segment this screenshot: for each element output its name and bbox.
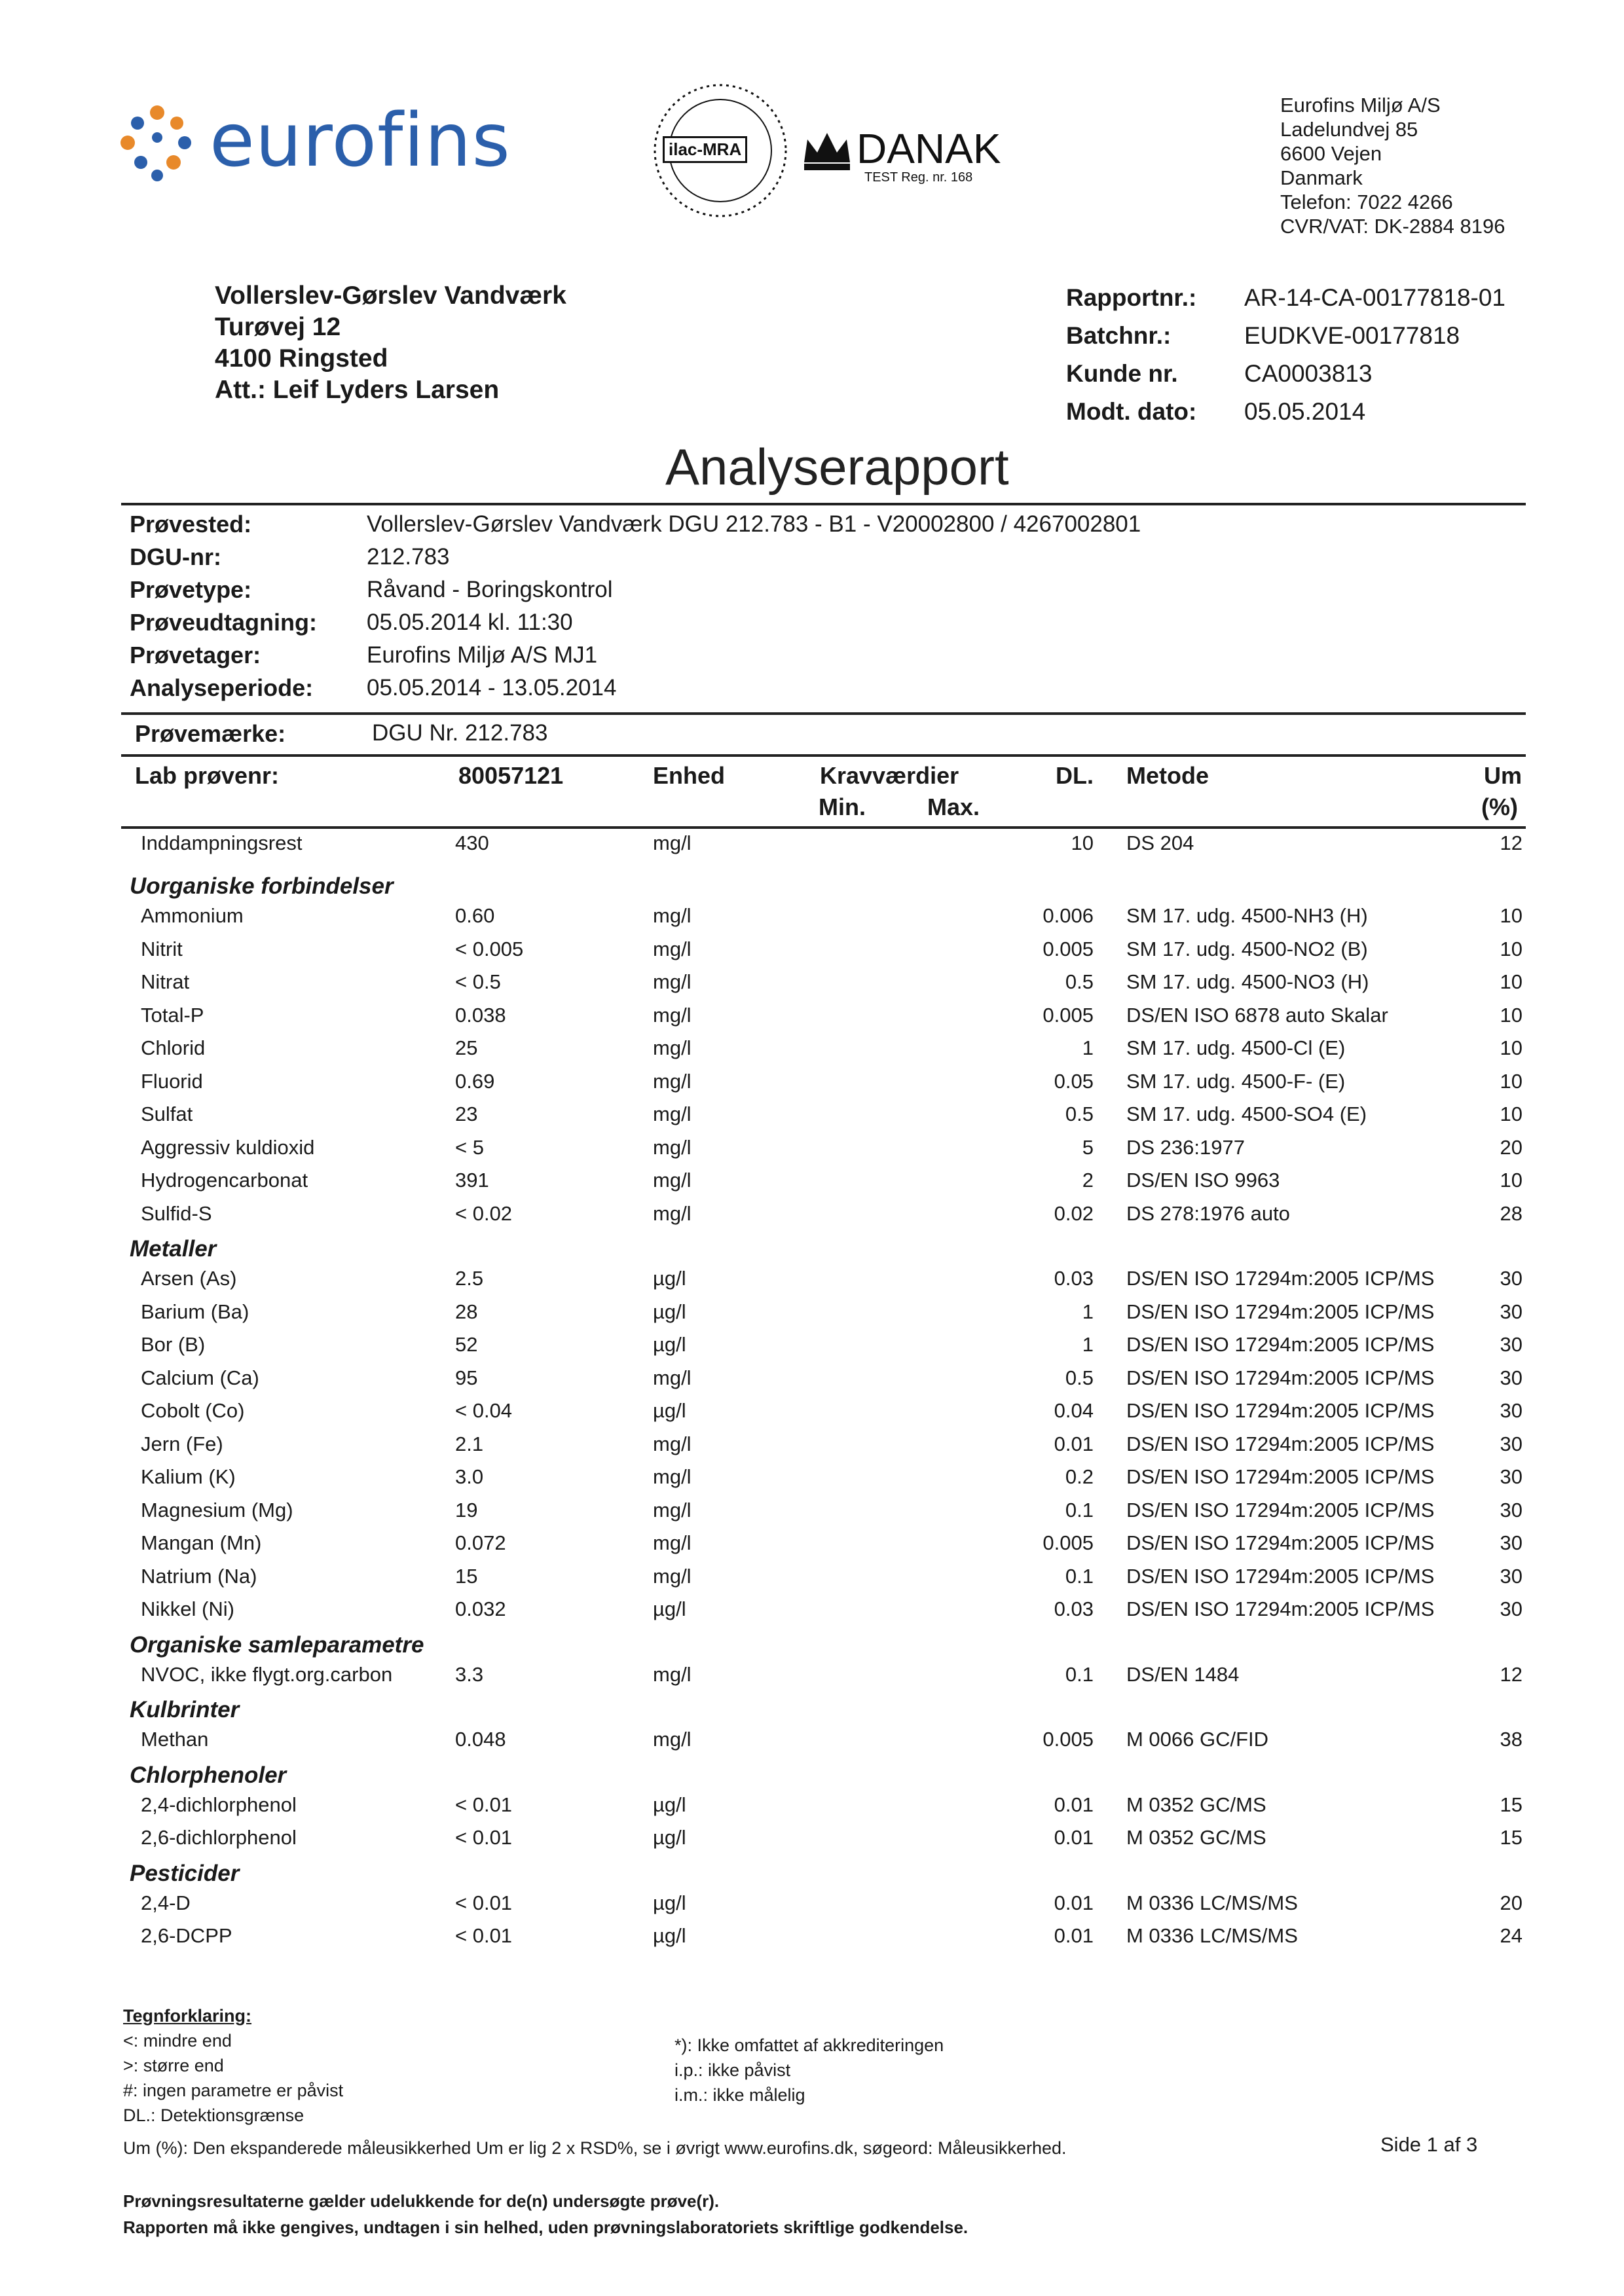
test-reg-label: TEST Reg. nr. 168: [864, 170, 973, 185]
table-row: [0, 1728, 1624, 1760]
table-row: [0, 1465, 1624, 1498]
cell-parameter: Bor (B): [141, 1333, 206, 1356]
mark-rule: [121, 754, 1526, 757]
cell-um: 10: [1500, 1169, 1522, 1192]
table-row: [0, 938, 1624, 970]
cell-unit: mg/l: [653, 1728, 692, 1751]
meta-value: EUDKVE-00177818: [1244, 322, 1460, 349]
cell-um: 30: [1500, 1267, 1522, 1290]
table-row: [0, 970, 1624, 1003]
cell-um: 30: [1500, 1531, 1522, 1554]
meta-label: Kunde nr.: [1066, 360, 1178, 387]
cell-parameter: Aggressiv kuldioxid: [141, 1135, 315, 1159]
table-row: [0, 1070, 1624, 1102]
legend: [123, 2003, 343, 2128]
cell-unit: mg/l: [653, 1531, 692, 1554]
cell-value: 2.5: [455, 1267, 484, 1290]
cell-dl: 0.03: [1054, 1597, 1094, 1620]
cell-value: 95: [455, 1366, 478, 1389]
cell-value: 23: [455, 1102, 478, 1125]
cell-dl: 0.01: [1054, 1826, 1094, 1849]
th-min: Min.: [819, 793, 866, 820]
ilac-label: ilac-MRA: [663, 136, 747, 163]
cell-um: 12: [1500, 831, 1522, 854]
cell-dl: 0.03: [1054, 1267, 1094, 1290]
cell-dl: 0.2: [1065, 1465, 1094, 1488]
cell-value: 0.072: [455, 1531, 506, 1554]
legend-title: Tegnforklaring:: [123, 2006, 252, 2026]
table-row: [0, 1366, 1624, 1399]
info-label: Prøvetype:: [130, 576, 252, 603]
table-row: [0, 1202, 1624, 1235]
cell-dl: 10: [1071, 831, 1094, 854]
cell-parameter: Arsen (As): [141, 1267, 237, 1290]
meta-label: Rapportnr.:: [1066, 284, 1197, 311]
cell-parameter: Ammonium: [141, 904, 244, 927]
cell-unit: mg/l: [653, 1036, 692, 1059]
cell-parameter: Hydrogencarbonat: [141, 1169, 308, 1192]
cell-value: 0.60: [455, 904, 495, 927]
group-heading: Uorganiske forbindelser: [130, 873, 394, 899]
th-um-pct: (%): [1481, 793, 1518, 820]
th-um: Um: [1484, 762, 1522, 789]
eurofins-logo: [111, 72, 511, 203]
table-row: [0, 1136, 1624, 1169]
cell-value: < 0.005: [455, 937, 524, 960]
header-rule: [121, 826, 1526, 829]
cell-value: 391: [455, 1169, 489, 1192]
cell-parameter: 2,4-dichlorphenol: [141, 1793, 297, 1816]
cell-dl: 0.5: [1065, 1366, 1094, 1389]
address-line: CVR/VAT: DK-2884 8196: [1280, 215, 1505, 238]
legend-item: #: ingen parametre er påvist: [123, 2081, 344, 2100]
cell-um: 10: [1500, 937, 1522, 960]
cell-value: < 0.04: [455, 1399, 513, 1422]
table-row: [0, 1891, 1624, 1924]
footer-line: Prøvningsresultaterne gælder udelukkende for de(n) undersøgte prøve(r).: [123, 2191, 720, 2211]
cell-um: 38: [1500, 1728, 1522, 1751]
cell-dl: 0.02: [1054, 1201, 1094, 1225]
cell-um: 24: [1500, 1924, 1522, 1947]
legend-item: i.m.: ikke målelig: [674, 2085, 805, 2105]
cell-parameter: Magnesium (Mg): [141, 1498, 293, 1522]
cell-dl: 0.01: [1054, 1924, 1094, 1947]
cell-unit: µg/l: [653, 1597, 686, 1620]
cell-parameter: NVOC, ikke flygt.org.carbon: [141, 1662, 393, 1686]
cell-value: 28: [455, 1300, 478, 1323]
legend-item: i.p.: ikke påvist: [674, 2060, 791, 2080]
cell-dl: 0.005: [1043, 1003, 1094, 1027]
cell-unit: mg/l: [653, 1465, 692, 1488]
cell-method: DS/EN ISO 17294m:2005 ICP/MS: [1126, 1531, 1435, 1554]
cell-unit: mg/l: [653, 1498, 692, 1522]
cell-unit: µg/l: [653, 1267, 686, 1290]
cell-dl: 1: [1082, 1300, 1094, 1323]
table-row: [0, 1565, 1624, 1597]
danak-label: DANAK: [857, 125, 1001, 172]
customer-line: Turøvej 12: [215, 313, 341, 341]
cell-parameter: Barium (Ba): [141, 1300, 249, 1323]
legend-item: >: større end: [123, 2056, 224, 2075]
cell-unit: mg/l: [653, 1366, 692, 1389]
report-meta-values: [1244, 279, 1505, 431]
cell-dl: 0.006: [1043, 904, 1094, 927]
table-row: [0, 1531, 1624, 1564]
cell-dl: 0.005: [1043, 1531, 1094, 1554]
cell-parameter: Inddampningsrest: [141, 831, 303, 854]
legend-right: [674, 2033, 944, 2107]
info-label: DGU-nr:: [130, 543, 221, 570]
cell-parameter: Jern (Fe): [141, 1432, 223, 1455]
cell-unit: µg/l: [653, 1891, 686, 1914]
cell-value: < 0.01: [455, 1924, 513, 1947]
cell-unit: µg/l: [653, 1333, 686, 1356]
cell-dl: 0.5: [1065, 970, 1094, 993]
cell-um: 12: [1500, 1662, 1522, 1686]
cell-unit: mg/l: [653, 1102, 692, 1125]
cell-um: 30: [1500, 1498, 1522, 1522]
cell-parameter: Cobolt (Co): [141, 1399, 245, 1422]
title-rule: [121, 503, 1526, 505]
cell-parameter: Chlorid: [141, 1036, 206, 1059]
cell-parameter: Total-P: [141, 1003, 204, 1027]
cell-value: < 0.02: [455, 1201, 513, 1225]
cell-parameter: Natrium (Na): [141, 1564, 257, 1588]
cell-value: 15: [455, 1564, 478, 1588]
cell-unit: µg/l: [653, 1793, 686, 1816]
cell-method: DS/EN ISO 17294m:2005 ICP/MS: [1126, 1366, 1435, 1389]
info-value: 05.05.2014 - 13.05.2014: [367, 675, 617, 701]
th-lab: Lab prøvenr:: [135, 762, 280, 789]
table-row: [0, 1333, 1624, 1366]
cell-method: SM 17. udg. 4500-NO2 (B): [1126, 937, 1368, 960]
address-line: Ladelundvej 85: [1280, 118, 1418, 141]
cell-dl: 0.04: [1054, 1399, 1094, 1422]
cell-unit: µg/l: [653, 1399, 686, 1422]
info-label: Prøvested:: [130, 511, 252, 538]
cell-parameter: Kalium (K): [141, 1465, 236, 1488]
cell-method: DS/EN ISO 17294m:2005 ICP/MS: [1126, 1564, 1435, 1588]
table-row: [0, 1826, 1624, 1859]
cell-um: 30: [1500, 1333, 1522, 1356]
cell-parameter: 2,6-dichlorphenol: [141, 1826, 297, 1849]
cell-um: 30: [1500, 1564, 1522, 1588]
group-heading: Pesticider: [130, 1860, 240, 1886]
info-label: Prøveudtagning:: [130, 609, 317, 636]
table-row: [0, 1102, 1624, 1135]
cell-dl: 1: [1082, 1333, 1094, 1356]
table-row: [0, 1036, 1624, 1069]
cell-dl: 0.1: [1065, 1498, 1094, 1522]
legend-item: DL.: Detektionsgrænse: [123, 2105, 304, 2125]
cell-method: DS/EN ISO 17294m:2005 ICP/MS: [1126, 1333, 1435, 1356]
cell-parameter: 2,6-DCPP: [141, 1924, 232, 1947]
cell-value: < 0.01: [455, 1793, 513, 1816]
cell-method: DS/EN ISO 17294m:2005 ICP/MS: [1126, 1432, 1435, 1455]
cell-value: 52: [455, 1333, 478, 1356]
info-value: Vollerslev-Gørslev Vandværk DGU 212.783 - B1 - V20002800 / 4267002801: [367, 511, 1141, 537]
page-title: Analyserapport: [665, 438, 1009, 496]
cell-unit: mg/l: [653, 1135, 692, 1159]
cell-um: 10: [1500, 1102, 1522, 1125]
cell-unit: mg/l: [653, 1069, 692, 1093]
table-row: [0, 1432, 1624, 1465]
cell-method: DS 278:1976 auto: [1126, 1201, 1290, 1225]
table-row: [0, 1267, 1624, 1300]
sample-mark-value: DGU Nr. 212.783: [372, 720, 548, 746]
address-line: Telefon: 7022 4266: [1280, 191, 1453, 213]
cell-unit: mg/l: [653, 1201, 692, 1225]
info-label: Prøvetager:: [130, 642, 261, 668]
table-row: [0, 1300, 1624, 1333]
group-heading: Kulbrinter: [130, 1697, 240, 1722]
cell-method: DS/EN ISO 6878 auto Skalar: [1126, 1003, 1388, 1027]
cell-value: < 0.01: [455, 1891, 513, 1914]
footer-disclaimer: [123, 2188, 968, 2240]
footer-line: Rapporten må ikke gengives, undtagen i sin helhed, uden prøvningslaboratoriets skriftlige godkendelse.: [123, 2217, 969, 2237]
meta-label: Modt. dato:: [1066, 398, 1197, 425]
crown-icon: [798, 123, 857, 175]
cell-method: DS/EN ISO 17294m:2005 ICP/MS: [1126, 1498, 1435, 1522]
cell-method: SM 17. udg. 4500-SO4 (E): [1126, 1102, 1367, 1125]
th-sample-no: 80057121: [458, 762, 564, 789]
cell-unit: mg/l: [653, 1003, 692, 1027]
cell-dl: 0.01: [1054, 1793, 1094, 1816]
cell-unit: mg/l: [653, 1662, 692, 1686]
um-note: Um (%): Den ekspanderede måleusikkerhed Um er lig 2 x RSD%, se i øvrigt www.eurofins.dk, søgeord: Måleusikkerhed.: [123, 2138, 1067, 2158]
cell-method: M 0336 LC/MS/MS: [1126, 1891, 1298, 1914]
cell-unit: mg/l: [653, 831, 692, 854]
cell-parameter: Sulfid-S: [141, 1201, 212, 1225]
cell-value: 0.032: [455, 1597, 506, 1620]
customer-line: Att.: Leif Lyders Larsen: [215, 376, 500, 404]
cell-value: 25: [455, 1036, 478, 1059]
th-method: Metode: [1126, 762, 1209, 789]
cell-method: M 0352 GC/MS: [1126, 1826, 1266, 1849]
address-line: Danmark: [1280, 166, 1363, 189]
accreditation-logos: [648, 79, 1015, 229]
cell-dl: 2: [1082, 1169, 1094, 1192]
cell-um: 30: [1500, 1432, 1522, 1455]
cell-um: 30: [1500, 1366, 1522, 1389]
cell-dl: 1: [1082, 1036, 1094, 1059]
cell-value: < 0.5: [455, 970, 501, 993]
cell-parameter: Calcium (Ca): [141, 1366, 259, 1389]
cell-value: 3.0: [455, 1465, 484, 1488]
cell-um: 15: [1500, 1826, 1522, 1849]
cell-parameter: Sulfat: [141, 1102, 193, 1125]
cell-method: SM 17. udg. 4500-NH3 (H): [1126, 904, 1368, 927]
cell-method: SM 17. udg. 4500-F- (E): [1126, 1069, 1346, 1093]
info-value: 05.05.2014 kl. 11:30: [367, 610, 573, 635]
cell-method: DS/EN ISO 17294m:2005 ICP/MS: [1126, 1267, 1435, 1290]
cell-um: 28: [1500, 1201, 1522, 1225]
cell-um: 10: [1500, 1036, 1522, 1059]
cell-method: DS/EN ISO 17294m:2005 ICP/MS: [1126, 1465, 1435, 1488]
th-dl: DL.: [1056, 762, 1094, 789]
cell-method: DS/EN ISO 17294m:2005 ICP/MS: [1126, 1399, 1435, 1422]
table-row: [0, 1169, 1624, 1201]
cell-um: 30: [1500, 1597, 1522, 1620]
cell-um: 30: [1500, 1465, 1522, 1488]
cell-method: M 0336 LC/MS/MS: [1126, 1924, 1298, 1947]
cell-dl: 0.05: [1054, 1069, 1094, 1093]
eurofins-dots-icon: [111, 98, 203, 190]
cell-value: 0.69: [455, 1069, 495, 1093]
cell-value: 3.3: [455, 1662, 484, 1686]
info-value: Eurofins Miljø A/S MJ1: [367, 642, 598, 668]
sample-info-labels: [130, 508, 317, 704]
table-row: [0, 1597, 1624, 1630]
cell-method: M 0352 GC/MS: [1126, 1793, 1266, 1816]
address-line: 6600 Vejen: [1280, 142, 1382, 165]
cell-unit: mg/l: [653, 904, 692, 927]
group-heading: Chlorphenoler: [130, 1762, 287, 1788]
cell-unit: mg/l: [653, 1432, 692, 1455]
cell-dl: 0.01: [1054, 1891, 1094, 1914]
cell-um: 30: [1500, 1399, 1522, 1422]
address-line: Eurofins Miljø A/S: [1280, 94, 1441, 117]
cell-value: 0.038: [455, 1003, 506, 1027]
cell-um: 10: [1500, 1003, 1522, 1027]
legend-item: <: mindre end: [123, 2031, 232, 2050]
cell-unit: mg/l: [653, 1169, 692, 1192]
company-address: [1280, 93, 1505, 238]
table-row: [0, 904, 1624, 937]
cell-dl: 0.1: [1065, 1564, 1094, 1588]
cell-um: 10: [1500, 970, 1522, 993]
cell-dl: 0.005: [1043, 1728, 1094, 1751]
th-unit: Enhed: [653, 762, 726, 789]
cell-um: 20: [1500, 1891, 1522, 1914]
meta-label: Batchnr.:: [1066, 322, 1172, 349]
cell-dl: 0.01: [1054, 1432, 1094, 1455]
page-number: Side 1 af 3: [1380, 2133, 1478, 2156]
cell-um: 10: [1500, 1069, 1522, 1093]
cell-dl: 0.1: [1065, 1662, 1094, 1686]
cell-parameter: Nitrit: [141, 937, 183, 960]
cell-dl: 0.005: [1043, 937, 1094, 960]
table-row: [0, 1399, 1624, 1432]
cell-method: DS/EN 1484: [1126, 1662, 1240, 1686]
table-row: [0, 1663, 1624, 1696]
cell-parameter: Nikkel (Ni): [141, 1597, 234, 1620]
cell-method: SM 17. udg. 4500-NO3 (H): [1126, 970, 1369, 993]
cell-parameter: Fluorid: [141, 1069, 203, 1093]
cell-dl: 5: [1082, 1135, 1094, 1159]
meta-value: CA0003813: [1244, 360, 1373, 387]
cell-method: DS 236:1977: [1126, 1135, 1245, 1159]
th-max: Max.: [927, 793, 980, 820]
cell-unit: mg/l: [653, 937, 692, 960]
cell-um: 10: [1500, 904, 1522, 927]
cell-value: 430: [455, 831, 489, 854]
table-row: [0, 1793, 1624, 1826]
meta-value: AR-14-CA-00177818-01: [1244, 284, 1506, 311]
cell-unit: mg/l: [653, 1564, 692, 1588]
cell-value: 19: [455, 1498, 478, 1522]
customer-address: [215, 280, 566, 406]
table-row: [0, 1924, 1624, 1957]
group-heading: Metaller: [130, 1236, 217, 1262]
legend-item: *): Ikke omfattet af akkrediteringen: [674, 2035, 944, 2055]
sample-mark-label: Prøvemærke:: [135, 720, 286, 747]
info-value: 212.783: [367, 544, 450, 570]
cell-method: DS/EN ISO 17294m:2005 ICP/MS: [1126, 1597, 1435, 1620]
cell-method: DS/EN ISO 17294m:2005 ICP/MS: [1126, 1300, 1435, 1323]
cell-dl: 0.5: [1065, 1102, 1094, 1125]
info-value: Råvand - Boringskontrol: [367, 577, 613, 602]
report-meta-labels: [1066, 279, 1196, 431]
meta-value: 05.05.2014: [1244, 398, 1366, 425]
cell-unit: µg/l: [653, 1300, 686, 1323]
cell-unit: µg/l: [653, 1826, 686, 1849]
table-row: [0, 831, 1624, 864]
sample-info-values: [367, 508, 1141, 704]
cell-parameter: 2,4-D: [141, 1891, 191, 1914]
cell-um: 15: [1500, 1793, 1522, 1816]
info-label: Analyseperiode:: [130, 674, 314, 701]
customer-line: Vollerslev-Gørslev Vandværk: [215, 282, 566, 310]
customer-line: 4100 Ringsted: [215, 344, 388, 373]
th-req: Kravværdier: [820, 762, 959, 789]
cell-um: 20: [1500, 1135, 1522, 1159]
cell-method: DS/EN ISO 9963: [1126, 1169, 1280, 1192]
cell-parameter: Mangan (Mn): [141, 1531, 262, 1554]
cell-parameter: Methan: [141, 1728, 209, 1751]
cell-parameter: Nitrat: [141, 970, 190, 993]
cell-unit: µg/l: [653, 1924, 686, 1947]
group-heading: Organiske samleparametre: [130, 1631, 424, 1658]
info-rule: [121, 712, 1526, 715]
cell-method: M 0066 GC/FID: [1126, 1728, 1269, 1751]
cell-um: 30: [1500, 1300, 1522, 1323]
brand-name: eurofins: [210, 98, 511, 183]
cell-value: < 0.01: [455, 1826, 513, 1849]
cell-value: < 5: [455, 1135, 484, 1159]
cell-value: 0.048: [455, 1728, 506, 1751]
table-row: [0, 1499, 1624, 1531]
cell-unit: mg/l: [653, 970, 692, 993]
cell-value: 2.1: [455, 1432, 484, 1455]
cell-method: SM 17. udg. 4500-Cl (E): [1126, 1036, 1346, 1059]
table-row: [0, 1004, 1624, 1036]
cell-method: DS 204: [1126, 831, 1194, 854]
